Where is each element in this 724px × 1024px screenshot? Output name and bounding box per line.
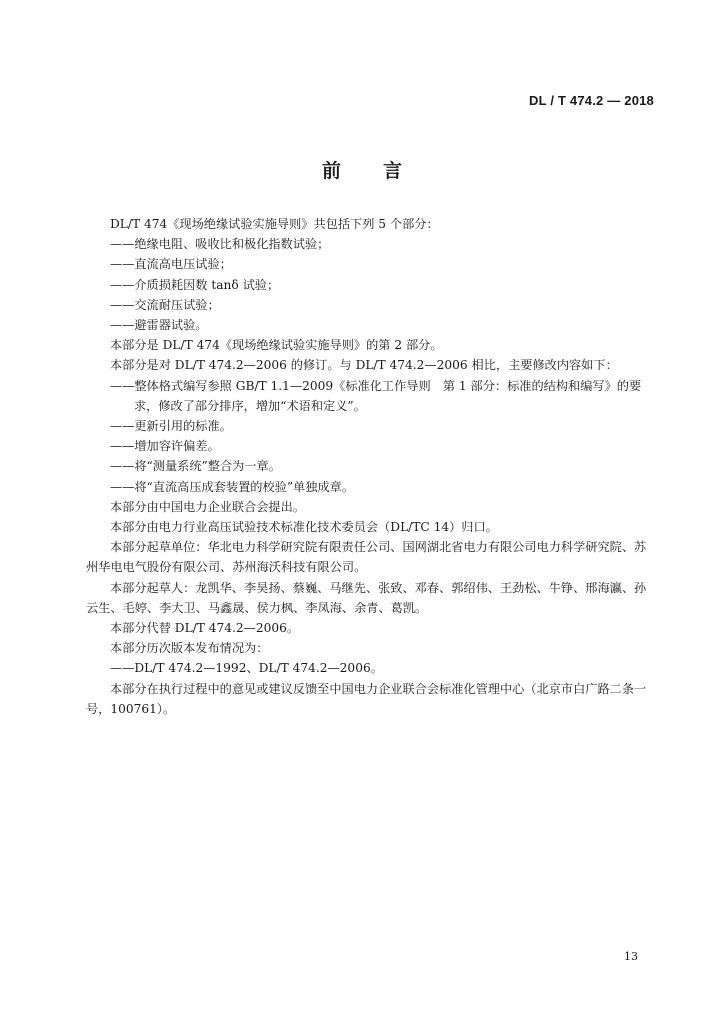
paragraph: 本部分是 DL/T 474《现场绝缘试验实施导则》的第 2 部分。 (110, 338, 443, 353)
list-item: ——直流高电压试验； (110, 257, 232, 272)
paragraph: 本部分起草单位：华北电力科学研究院有限责任公司、国网湖北省电力有限公司电力科学研究院、苏州华电电气股份有限公司、苏州海沃科技有限公司。 (86, 540, 647, 575)
paragraph: 本部分代替 DL/T 474.2—2006。 (110, 621, 300, 636)
paragraph: 本部分在执行过程中的意见或建议反馈至中国电力企业联合会标准化管理中心（北京市白广路二条一号，100761）。 (86, 681, 647, 716)
list-item: ——整体格式编写参照 GB/T 1.1—2009《标准化工作导则 第 1 部分：标准的结构和编写》的要求，修改了部分排序，增加“术语和定义”。 (110, 378, 642, 413)
page-number: 13 (624, 950, 638, 963)
paragraph: 本部分由中国电力企业联合会提出。 (110, 499, 305, 514)
title-char-1: 前 (321, 160, 341, 182)
list-item: ——绝缘电阻、吸收比和极化指数试验； (110, 237, 330, 252)
list-item: ——介质损耗因数 tanδ 试验； (110, 277, 280, 292)
list-item: ——将“直流高压成套装置的校验”单独成章。 (110, 479, 355, 494)
standard-code: DL / T 474.2 — 2018 (529, 93, 654, 108)
page-title (0, 156, 724, 183)
paragraph: DL/T 474《现场绝缘试验实施导则》共包括下列 5 个部分： (110, 217, 439, 231)
list-item: ——增加容许偏差。 (110, 439, 220, 454)
paragraph: 本部分由电力行业高压试验技术标准化技术委员会（DL/TC 14）归口。 (110, 520, 498, 535)
paragraph: 本部分起草人：龙凯华、李昊扬、蔡巍、马继先、张致、邓春、郭绍伟、王劲松、牛铮、邢海瀛、孙云生、毛婷、李大卫、马鑫晟、侯力枫、李凤海、余青、葛凯。 (86, 580, 647, 615)
list-item: ——交流耐压试验； (110, 297, 220, 312)
list-item: ——DL/T 474.2—1992、DL/T 474.2—2006。 (110, 661, 383, 676)
paragraph: 本部分是对 DL/T 474.2—2006 的修订。与 DL/T 474.2—2006 相比，主要修改内容如下： (110, 358, 618, 373)
foreword-body (86, 214, 657, 719)
paragraph: 本部分历次版本发布情况为： (110, 641, 269, 656)
title-char-2: 言 (383, 160, 403, 182)
list-item: ——避雷器试验。 (110, 318, 208, 333)
list-item: ——将“测量系统”整合为一章。 (110, 459, 281, 474)
list-item: ——更新引用的标准。 (110, 419, 232, 434)
